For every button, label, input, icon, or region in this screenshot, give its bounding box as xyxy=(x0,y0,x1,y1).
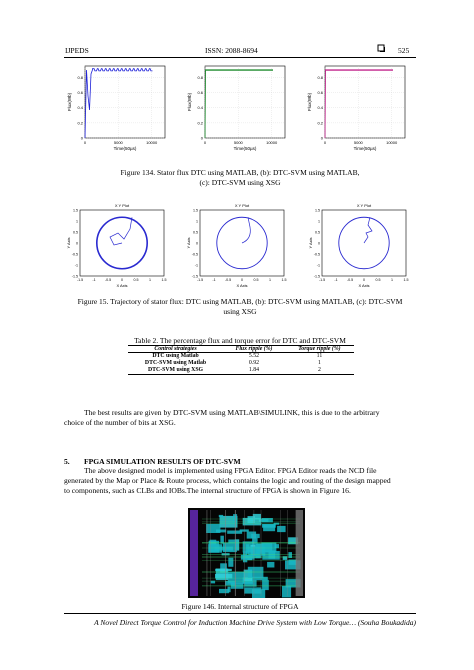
y-tick-label: -1 xyxy=(74,263,78,268)
plot-frame xyxy=(205,66,285,138)
x-tick-label: 10000 xyxy=(386,140,398,145)
y-tick-label: 0 xyxy=(318,241,320,246)
footer-rule xyxy=(64,613,416,614)
y-tick-label: 0 xyxy=(320,135,323,141)
table-row xyxy=(128,353,354,361)
figure-134-caption-line2: (c): DTC-SVM using XSG xyxy=(199,178,281,187)
x-tick-label: -1.5 xyxy=(318,278,326,282)
x-tick-label: 1.5 xyxy=(281,278,287,282)
x-tick-label: -1 xyxy=(212,278,216,282)
trajectory-plot-a xyxy=(66,203,167,288)
x-tick-label: 0 xyxy=(203,140,207,145)
row-label: DTC-SVM using XSG xyxy=(128,367,223,375)
routing-block xyxy=(283,556,287,560)
y-tick-label: 1.5 xyxy=(315,208,320,213)
table-header-torque: Torque ripple (%) xyxy=(285,346,354,353)
routing-block xyxy=(228,587,231,593)
y-tick-label: -1 xyxy=(194,263,198,268)
x-tick-label: 0 xyxy=(363,278,365,282)
y-axis-label: Y Axis xyxy=(308,237,313,249)
row-flux: 0.92 xyxy=(248,360,260,366)
figure-134-caption-line1: Figure 134. Stator flux DTC using MATLAB, (b): DTC-SVM using MATLAB, xyxy=(120,168,360,177)
figure-16-caption: Figure 146. Internal structure of FPGA xyxy=(181,602,299,611)
y-axis-label: Y Axis xyxy=(66,237,71,249)
y-tick-label: 0 xyxy=(196,241,198,246)
row-torque: 11 xyxy=(316,353,323,359)
y-tick-label: 0.5 xyxy=(193,230,198,235)
y-tick-label: 0.8 xyxy=(317,74,323,80)
x-tick-label: 5000 xyxy=(113,140,123,145)
y-tick-label: 0.6 xyxy=(197,90,203,96)
flux-plot-c xyxy=(307,66,405,151)
square-box-icon xyxy=(377,44,386,55)
row-flux: 5.52 xyxy=(248,353,260,359)
x-tick-label: -0.5 xyxy=(346,278,354,282)
x-tick-label: 1 xyxy=(149,278,151,282)
y-tick-label: 0.8 xyxy=(77,74,83,80)
page-number: 525 xyxy=(398,46,410,55)
x-axis-label: X Axis xyxy=(236,283,248,288)
table-2 xyxy=(128,345,354,375)
y-tick-label: 0 xyxy=(76,241,78,246)
plot-title: X Y Plot xyxy=(234,203,250,208)
plot-title: X Y Plot xyxy=(114,203,130,208)
section-title: FPGA SIMULATION RESULTS OF DTC-SVM xyxy=(84,457,241,466)
x-tick-label: 1 xyxy=(269,278,271,282)
y-tick-label: 0.5 xyxy=(73,230,78,235)
x-tick-label: 0 xyxy=(83,140,87,145)
y-axis-label: Flux(Wb) xyxy=(307,92,312,112)
issn: ISSN: 2088-8694 xyxy=(205,46,258,55)
x-tick-label: -1.5 xyxy=(196,278,204,282)
figure-134-plots xyxy=(55,62,420,162)
routing-block xyxy=(206,524,220,533)
routing-block xyxy=(251,534,260,538)
trajectory-plot-c xyxy=(308,203,409,288)
row-flux: 1.84 xyxy=(223,367,285,375)
x-tick-label: 0.5 xyxy=(253,278,259,282)
y-tick-label: 0.4 xyxy=(197,105,203,111)
y-tick-label: 0.8 xyxy=(197,74,203,80)
x-tick-label: 10000 xyxy=(146,140,158,145)
x-tick-label: -1.5 xyxy=(76,278,84,282)
x-tick-label: -0.5 xyxy=(104,278,112,282)
figure-15-caption-line2: using XSG xyxy=(223,307,257,316)
x-tick-label: 1.5 xyxy=(403,278,409,282)
y-tick-label: 0.4 xyxy=(317,105,323,111)
x-tick-label: -1 xyxy=(334,278,338,282)
y-tick-label: -1.5 xyxy=(313,274,320,279)
y-tick-label: 0.6 xyxy=(77,90,83,96)
y-tick-label: 0.2 xyxy=(77,120,83,126)
row-torque: 2 xyxy=(285,367,354,375)
y-tick-label: 0 xyxy=(200,135,203,141)
paragraph-line: The best results are given by DTC-SVM using MATLAB\SIMULINK, this is due to the arbitrary xyxy=(84,408,380,417)
y-tick-label: 0 xyxy=(80,135,83,141)
y-tick-label: 0.2 xyxy=(317,120,323,126)
x-tick-label: 5000 xyxy=(233,140,243,145)
routing-block xyxy=(282,586,291,598)
y-tick-label: 0.4 xyxy=(77,105,83,111)
figure-15-caption-line1: Figure 15. Trajectory of stator flux: DTC using MATLAB, (b): DTC-SVM using MATLAB, (c): DTC-SVM xyxy=(77,297,403,306)
routing-block xyxy=(228,558,233,567)
y-tick-label: 0.2 xyxy=(197,120,203,126)
section-line: The above designed model is implemented using FPGA Editor. FPGA Editor reads the NCD file xyxy=(84,466,377,475)
flux-plot-b xyxy=(187,66,285,151)
table-header-flux: Flux ripple (%) xyxy=(223,346,285,353)
figure-15-plots xyxy=(60,200,420,292)
fpga-internal-structure-image xyxy=(188,508,305,598)
y-tick-label: -0.5 xyxy=(71,252,78,257)
routing-block xyxy=(244,555,261,558)
fpga-routing-pattern xyxy=(190,510,303,598)
y-tick-label: -1.5 xyxy=(191,274,198,279)
y-tick-label: 1 xyxy=(76,219,78,224)
y-tick-label: 1.5 xyxy=(193,208,198,213)
x-axis-label: Time(50µs) xyxy=(113,146,137,151)
x-tick-label: 1 xyxy=(391,278,393,282)
y-tick-label: 1 xyxy=(196,219,198,224)
section-line: generated by the Map or Place & Route process, which contains the logic and routing of the design mapped xyxy=(64,476,391,485)
routing-block xyxy=(262,580,269,590)
flux-plot-a xyxy=(67,66,165,151)
x-axis-label: X Axis xyxy=(358,283,370,288)
y-tick-label: 0.6 xyxy=(317,90,323,96)
x-tick-label: -0.5 xyxy=(224,278,232,282)
y-tick-label: 0.5 xyxy=(315,230,320,235)
y-axis-label: Flux(Wb) xyxy=(67,92,72,112)
io-bank xyxy=(190,510,198,596)
trajectory-plot-b xyxy=(186,203,287,288)
x-tick-label: 0 xyxy=(241,278,243,282)
routing-block xyxy=(223,543,237,552)
x-tick-label: 1.5 xyxy=(161,278,167,282)
routing-block xyxy=(277,526,286,532)
journal-name: IJPEDS xyxy=(65,46,89,55)
y-axis-label: Y Axis xyxy=(186,237,191,249)
x-tick-label: 5000 xyxy=(353,140,363,145)
table-header-strategy: Control strategies xyxy=(128,346,223,353)
section-line: to components, such as CLBs and IOBs.The internal structure of FPGA is shown in Figure 16. xyxy=(64,486,351,495)
y-axis-label: Flux(Wb) xyxy=(187,92,192,112)
table-2-caption: Table 2. The percentage flux and torque error for DTC and DTC-SVM xyxy=(134,336,346,345)
x-axis-label: Time(50µs) xyxy=(353,146,377,151)
y-tick-label: 1 xyxy=(318,219,320,224)
table-row xyxy=(128,360,354,367)
x-tick-label: 0.5 xyxy=(133,278,139,282)
x-tick-label: 0.5 xyxy=(375,278,381,282)
routing-block xyxy=(267,562,274,568)
section-number: 5. xyxy=(64,457,70,466)
paragraph-line: choice of the number of bits at XSG. xyxy=(64,418,176,427)
io-bank xyxy=(296,510,303,596)
x-axis-label: Time(50µs) xyxy=(233,146,257,151)
plot-title: X Y Plot xyxy=(356,203,372,208)
y-tick-label: 1.5 xyxy=(73,208,78,213)
plot-frame xyxy=(85,66,165,138)
x-tick-label: -1 xyxy=(92,278,96,282)
routing-block xyxy=(216,569,228,581)
row-label: DTC-SVM using Matlab xyxy=(144,360,207,366)
row-torque: 1 xyxy=(318,360,321,366)
x-axis-label: X Axis xyxy=(116,283,128,288)
routing-block xyxy=(262,524,276,528)
routing-block xyxy=(219,515,223,517)
y-tick-label: -0.5 xyxy=(313,252,320,257)
y-tick-label: -1.5 xyxy=(71,274,78,279)
footer-text: A Novel Direct Torque Control for Induction Machine Drive System with Low Torque… (Souha Boukadida) xyxy=(94,618,416,627)
y-tick-label: -0.5 xyxy=(191,252,198,257)
routing-block xyxy=(288,552,292,558)
table-row xyxy=(128,367,354,375)
x-tick-label: 0 xyxy=(121,278,123,282)
plot-frame xyxy=(325,66,405,138)
x-tick-label: 0 xyxy=(323,140,327,145)
row-label: DTC using Matlab xyxy=(152,353,199,359)
routing-block xyxy=(275,544,279,548)
header-rule xyxy=(64,57,416,58)
y-tick-label: -1 xyxy=(316,263,320,268)
x-tick-label: 10000 xyxy=(266,140,278,145)
